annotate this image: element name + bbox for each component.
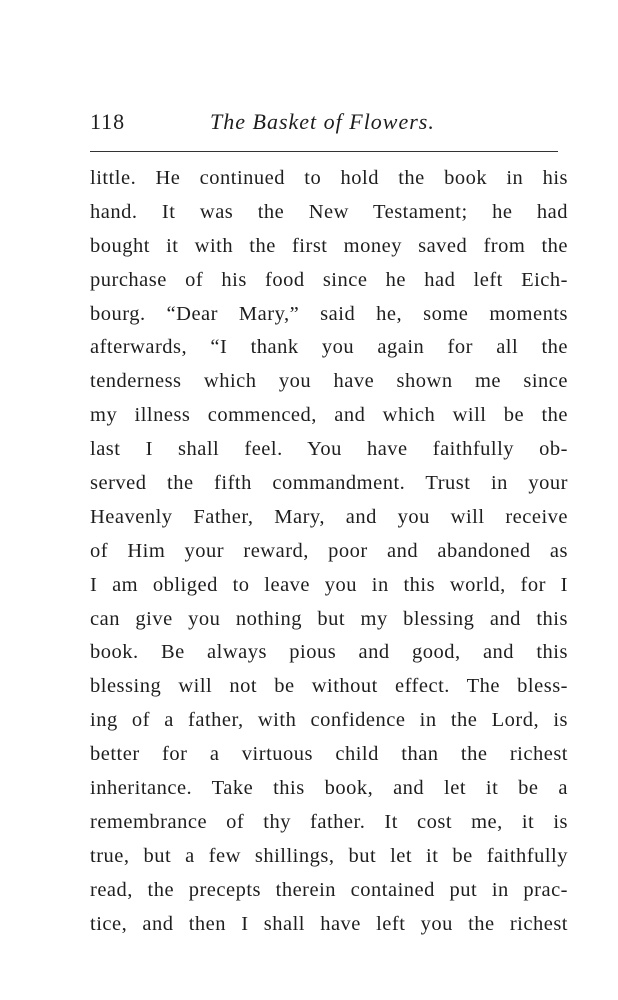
text-line: book. Be always pious and good, and this xyxy=(90,641,568,664)
text-line: bourg. “Dear Mary,” said he, some moments xyxy=(90,302,568,325)
text-line: hand. It was the New Testament; he had xyxy=(90,200,568,223)
text-line: Heavenly Father, Mary, and you will receive xyxy=(90,505,568,528)
text-line: ing of a father, with confidence in the Lord, is xyxy=(90,709,568,732)
header-rule xyxy=(90,151,558,152)
text-line: I am obliged to leave you in this world, for I xyxy=(90,573,568,596)
text-line: remembrance of thy father. It cost me, it is xyxy=(90,810,568,833)
running-title: The Basket of Flowers. xyxy=(210,109,435,134)
text-line: better for a virtuous child than the richest xyxy=(90,743,568,766)
text-line: tenderness which you have shown me since xyxy=(90,370,568,393)
page-number: 118 xyxy=(90,109,126,134)
text-line: last I shall feel. You have faithfully ob- xyxy=(90,438,568,461)
text-line: my illness commenced, and which will be the xyxy=(90,404,568,427)
text-line: true, but a few shillings, but let it be faithfully xyxy=(90,844,568,867)
body-text xyxy=(90,162,568,941)
text-line: blessing will not be without effect. The bless- xyxy=(90,675,568,698)
text-line: can give you nothing but my blessing and this xyxy=(90,607,568,630)
text-line: served the fifth commandment. Trust in your xyxy=(90,472,568,495)
running-head xyxy=(90,104,558,140)
text-line: purchase of his food since he had left Eich- xyxy=(90,268,568,291)
text-line: little. He continued to hold the book in his xyxy=(90,167,568,189)
text-line: read, the precepts therein contained put in prac- xyxy=(90,878,568,901)
text-line: afterwards, “I thank you again for all the xyxy=(90,336,568,359)
text-line: of Him your reward, poor and abandoned as xyxy=(90,539,568,562)
text-line: inheritance. Take this book, and let it be a xyxy=(90,777,568,800)
text-line: tice, and then I shall have left you the richest xyxy=(90,912,568,935)
text-line: bought it with the first money saved from the xyxy=(90,234,568,257)
